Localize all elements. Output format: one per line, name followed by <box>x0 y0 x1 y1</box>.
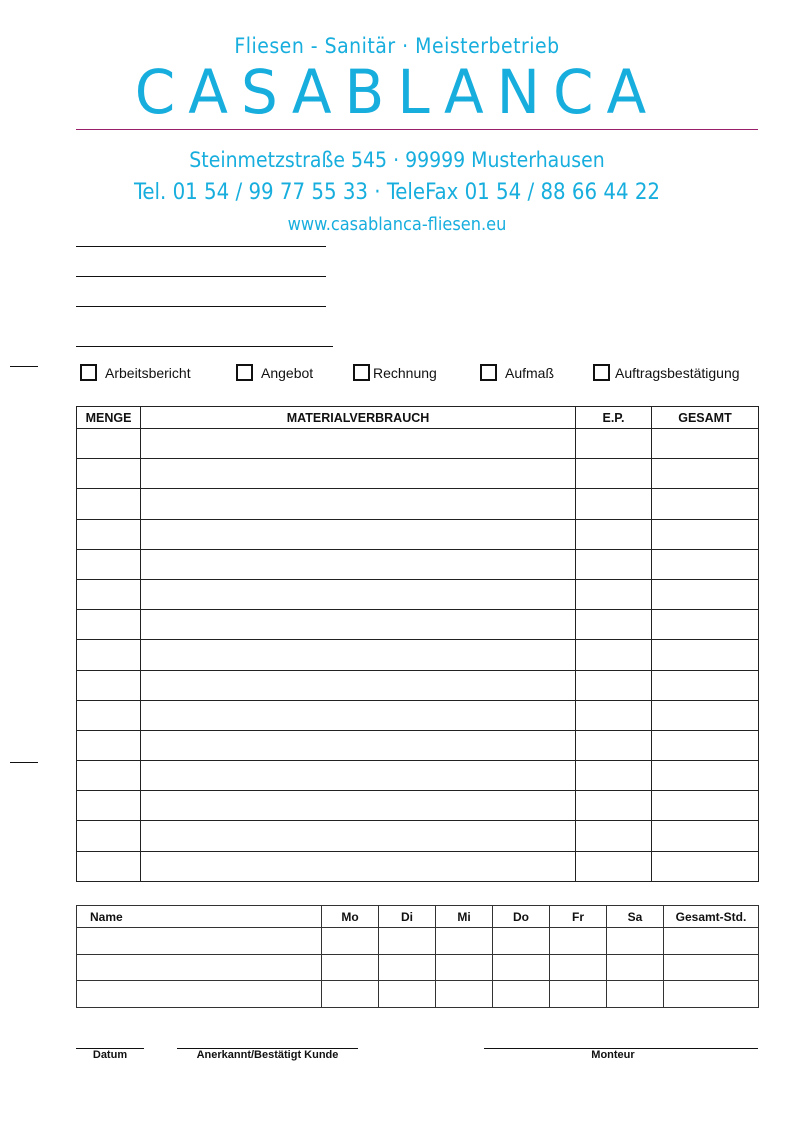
col-header-di: Di <box>379 906 436 928</box>
fold-mark-top <box>10 366 38 367</box>
cell-gesamt[interactable] <box>652 489 759 519</box>
company-tagline: Fliesen - Sanitär · Meisterbetrieb <box>234 34 560 58</box>
cell-fr[interactable] <box>550 928 607 955</box>
cell-ep[interactable] <box>576 610 652 640</box>
col-header-fr: Fr <box>550 906 607 928</box>
cell-material[interactable] <box>141 761 576 791</box>
material-table-body <box>77 429 759 882</box>
table-row <box>77 851 759 881</box>
cell-menge[interactable] <box>77 519 141 549</box>
company-address: Steinmetzstraße 545 · 99999 Musterhausen <box>189 148 605 172</box>
cell-gesamt[interactable] <box>652 670 759 700</box>
address-line-3[interactable] <box>76 306 326 307</box>
cell-mo[interactable] <box>322 928 379 955</box>
cell-gesamt[interactable] <box>652 610 759 640</box>
cell-gesamt-std[interactable] <box>664 981 759 1008</box>
cell-ep[interactable] <box>576 851 652 881</box>
checkbox-box[interactable] <box>80 364 97 381</box>
cell-fr[interactable] <box>550 981 607 1008</box>
table-row <box>77 429 759 459</box>
cell-di[interactable] <box>379 954 436 981</box>
cell-material[interactable] <box>141 700 576 730</box>
cell-gesamt[interactable] <box>652 429 759 459</box>
cell-menge[interactable] <box>77 821 141 851</box>
checkbox-arbeitsbericht[interactable] <box>80 364 191 381</box>
signature-label-monteur: Monteur <box>591 1049 635 1061</box>
cell-menge[interactable] <box>77 489 141 519</box>
cell-material[interactable] <box>141 579 576 609</box>
cell-material[interactable] <box>141 640 576 670</box>
col-header-gesamt-std: Gesamt-Std. <box>664 906 759 928</box>
company-website[interactable]: www.casablanca-fliesen.eu <box>287 214 507 235</box>
cell-menge[interactable] <box>77 459 141 489</box>
cell-gesamt[interactable] <box>652 700 759 730</box>
material-table <box>76 406 759 882</box>
cell-ep[interactable] <box>576 821 652 851</box>
checkbox-label: Arbeitsbericht <box>105 364 191 381</box>
table-row <box>77 579 759 609</box>
cell-mi[interactable] <box>436 928 493 955</box>
cell-menge[interactable] <box>77 429 141 459</box>
col-header-gesamt: GESAMT <box>652 407 759 429</box>
col-header-mi: Mi <box>436 906 493 928</box>
cell-ep[interactable] <box>576 429 652 459</box>
cell-sa[interactable] <box>607 981 664 1008</box>
col-header-ep: E.P. <box>576 407 652 429</box>
checkbox-aufmass[interactable] <box>480 364 554 381</box>
cell-gesamt[interactable] <box>652 579 759 609</box>
cell-gesamt[interactable] <box>652 761 759 791</box>
table-row <box>77 954 759 981</box>
cell-gesamt[interactable] <box>652 791 759 821</box>
cell-gesamt[interactable] <box>652 851 759 881</box>
cell-mi[interactable] <box>436 981 493 1008</box>
table-header-row <box>77 906 759 928</box>
table-row <box>77 670 759 700</box>
col-header-mo: Mo <box>322 906 379 928</box>
cell-material[interactable] <box>141 429 576 459</box>
cell-menge[interactable] <box>77 791 141 821</box>
cell-fr[interactable] <box>550 954 607 981</box>
cell-ep[interactable] <box>576 549 652 579</box>
cell-ep[interactable] <box>576 640 652 670</box>
header-divider <box>76 129 758 130</box>
address-line-4[interactable] <box>76 346 333 347</box>
cell-do[interactable] <box>493 928 550 955</box>
checkbox-auftragsbestaetigung[interactable] <box>593 364 740 381</box>
cell-menge[interactable] <box>77 851 141 881</box>
table-row <box>77 640 759 670</box>
cell-menge[interactable] <box>77 700 141 730</box>
table-row <box>77 489 759 519</box>
table-row <box>77 928 759 955</box>
cell-ep[interactable] <box>576 670 652 700</box>
checkbox-label: Angebot <box>261 364 314 381</box>
signature-label-datum: Datum <box>92 1049 128 1061</box>
table-row <box>77 821 759 851</box>
checkbox-box[interactable] <box>353 364 370 381</box>
col-header-sa: Sa <box>607 906 664 928</box>
cell-do[interactable] <box>493 954 550 981</box>
cell-sa[interactable] <box>607 954 664 981</box>
cell-name[interactable] <box>77 928 322 955</box>
table-row <box>77 981 759 1008</box>
cell-gesamt-std[interactable] <box>664 954 759 981</box>
cell-gesamt-std[interactable] <box>664 928 759 955</box>
table-row <box>77 610 759 640</box>
cell-material[interactable] <box>141 730 576 760</box>
cell-material[interactable] <box>141 821 576 851</box>
hours-table-body <box>77 928 759 1008</box>
cell-menge[interactable] <box>77 549 141 579</box>
checkbox-rechnung[interactable] <box>353 364 437 381</box>
cell-name[interactable] <box>77 954 322 981</box>
cell-ep[interactable] <box>576 700 652 730</box>
cell-mi[interactable] <box>436 954 493 981</box>
cell-material[interactable] <box>141 670 576 700</box>
cell-material[interactable] <box>141 459 576 489</box>
cell-menge[interactable] <box>77 610 141 640</box>
cell-menge[interactable] <box>77 761 141 791</box>
signature-label-kunde: Anerkannt/Bestätigt Kunde <box>196 1049 339 1061</box>
table-row <box>77 549 759 579</box>
cell-gesamt[interactable] <box>652 519 759 549</box>
col-header-name: Name <box>77 906 322 928</box>
cell-sa[interactable] <box>607 928 664 955</box>
table-row <box>77 459 759 489</box>
cell-mo[interactable] <box>322 981 379 1008</box>
table-header-row <box>77 407 759 429</box>
cell-ep[interactable] <box>576 459 652 489</box>
cell-ep[interactable] <box>576 579 652 609</box>
checkbox-box[interactable] <box>480 364 497 381</box>
col-header-materialverbrauch: MATERIALVERBRAUCH <box>141 407 576 429</box>
checkbox-label: Aufmaß <box>505 364 555 381</box>
cell-ep[interactable] <box>576 761 652 791</box>
cell-gesamt[interactable] <box>652 821 759 851</box>
cell-ep[interactable] <box>576 519 652 549</box>
cell-ep[interactable] <box>576 791 652 821</box>
cell-menge[interactable] <box>77 730 141 760</box>
checkbox-angebot[interactable] <box>236 364 313 381</box>
cell-name[interactable] <box>77 981 322 1008</box>
cell-do[interactable] <box>493 981 550 1008</box>
cell-material[interactable] <box>141 489 576 519</box>
table-row <box>77 761 759 791</box>
checkbox-box[interactable] <box>236 364 253 381</box>
cell-gesamt[interactable] <box>652 730 759 760</box>
cell-material[interactable] <box>141 549 576 579</box>
cell-menge[interactable] <box>77 670 141 700</box>
checkbox-label: Rechnung <box>373 364 437 381</box>
hours-table <box>76 905 759 1008</box>
cell-material[interactable] <box>141 610 576 640</box>
address-line-2[interactable] <box>76 276 326 277</box>
col-header-menge: MENGE <box>77 407 141 429</box>
cell-menge[interactable] <box>77 579 141 609</box>
cell-menge[interactable] <box>77 640 141 670</box>
table-row <box>77 519 759 549</box>
company-phone: Tel. 01 54 / 99 77 55 33 · TeleFax 01 54 / 88 66 44 22 <box>133 180 661 205</box>
cell-di[interactable] <box>379 981 436 1008</box>
table-row <box>77 791 759 821</box>
cell-mo[interactable] <box>322 954 379 981</box>
company-name: CASABLANCA <box>134 56 660 128</box>
checkbox-box[interactable] <box>593 364 610 381</box>
address-line-1[interactable] <box>76 246 326 247</box>
checkbox-label: Auftragsbestätigung <box>615 364 740 381</box>
cell-gesamt[interactable] <box>652 459 759 489</box>
cell-material[interactable] <box>141 519 576 549</box>
col-header-do: Do <box>493 906 550 928</box>
cell-ep[interactable] <box>576 489 652 519</box>
cell-ep[interactable] <box>576 730 652 760</box>
fold-mark-bottom <box>10 762 38 763</box>
cell-di[interactable] <box>379 928 436 955</box>
cell-material[interactable] <box>141 851 576 881</box>
cell-material[interactable] <box>141 791 576 821</box>
table-row <box>77 730 759 760</box>
cell-gesamt[interactable] <box>652 549 759 579</box>
cell-gesamt[interactable] <box>652 640 759 670</box>
table-row <box>77 700 759 730</box>
